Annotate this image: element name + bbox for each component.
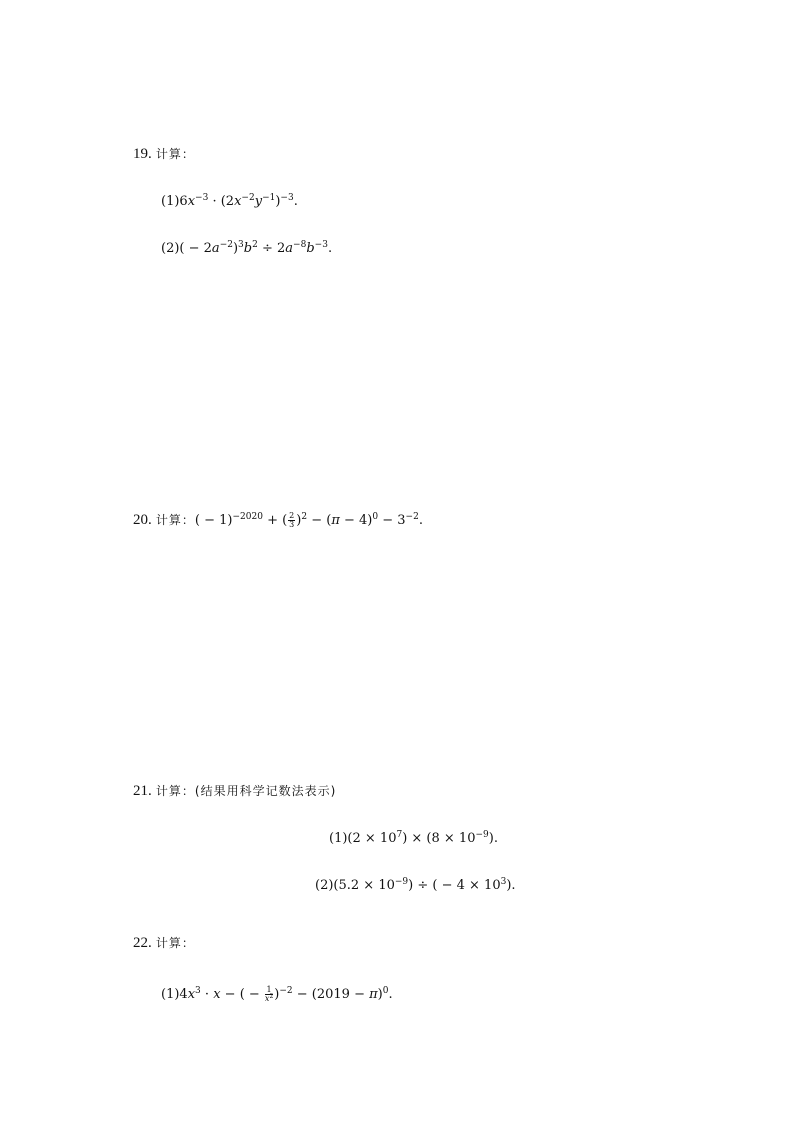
part-label: (1) — [329, 831, 348, 846]
part-label: (1) — [161, 194, 180, 209]
question-22-part-1: $(1)4x^3 \cdot x$ − ( − $\frac{1}{x^2}$ )$^{-2} - (2019 - \pi)^0$. — [161, 985, 393, 1003]
question-prompt: 计算：(结果用科学记数法表示) — [155, 784, 337, 798]
question-number: 19. — [133, 146, 152, 162]
period: . — [327, 241, 333, 256]
question-20-expression: ( − 1)$^{-2020}$ + ( $\frac{2}{3}$ )$^2 - (\pi - 4)^0 - 3^{-2}$. — [194, 511, 423, 529]
question-21-part-2: $(2)(5.2 \times 10^{-9})$ ÷ ( − $4 \times 10^3$). — [315, 877, 516, 893]
fraction-two-thirds: $\frac{2}{3}$ — [289, 511, 295, 529]
period: . — [493, 831, 498, 846]
question-19-part-2: $(2)( - 2a^{-2})^3b^2 \div 2a^{-8}b^{-3}$. — [161, 240, 333, 256]
part-label: (2) — [315, 878, 334, 893]
period: . — [511, 878, 516, 893]
question-number: 20. — [133, 512, 152, 528]
fraction-one-over-x-squared: $\frac{1}{x^2}$ — [264, 985, 274, 1003]
part-label: (1) — [161, 987, 180, 1002]
question-number: 22. — [133, 935, 152, 951]
question-22-header — [133, 933, 195, 954]
question-number: 21. — [133, 783, 152, 799]
period: . — [388, 987, 393, 1002]
period: . — [293, 194, 298, 209]
question-20 — [133, 510, 423, 531]
period: . — [418, 513, 423, 528]
question-19-header — [133, 144, 195, 165]
question-21-header — [133, 781, 336, 802]
question-prompt: 计算： — [155, 147, 195, 161]
part-label: (2) — [161, 241, 180, 256]
question-19-part-1: $(1)6x^{-3} \cdot (2x^{-2}y^{-1})^{-3}$. — [161, 193, 298, 209]
question-prompt: 计算： — [155, 936, 195, 950]
question-prompt: 计算： — [155, 513, 195, 527]
question-21-part-1: $(1)(2 \times 10^7) \times (8 \times 10^{-9})$. — [329, 830, 498, 846]
